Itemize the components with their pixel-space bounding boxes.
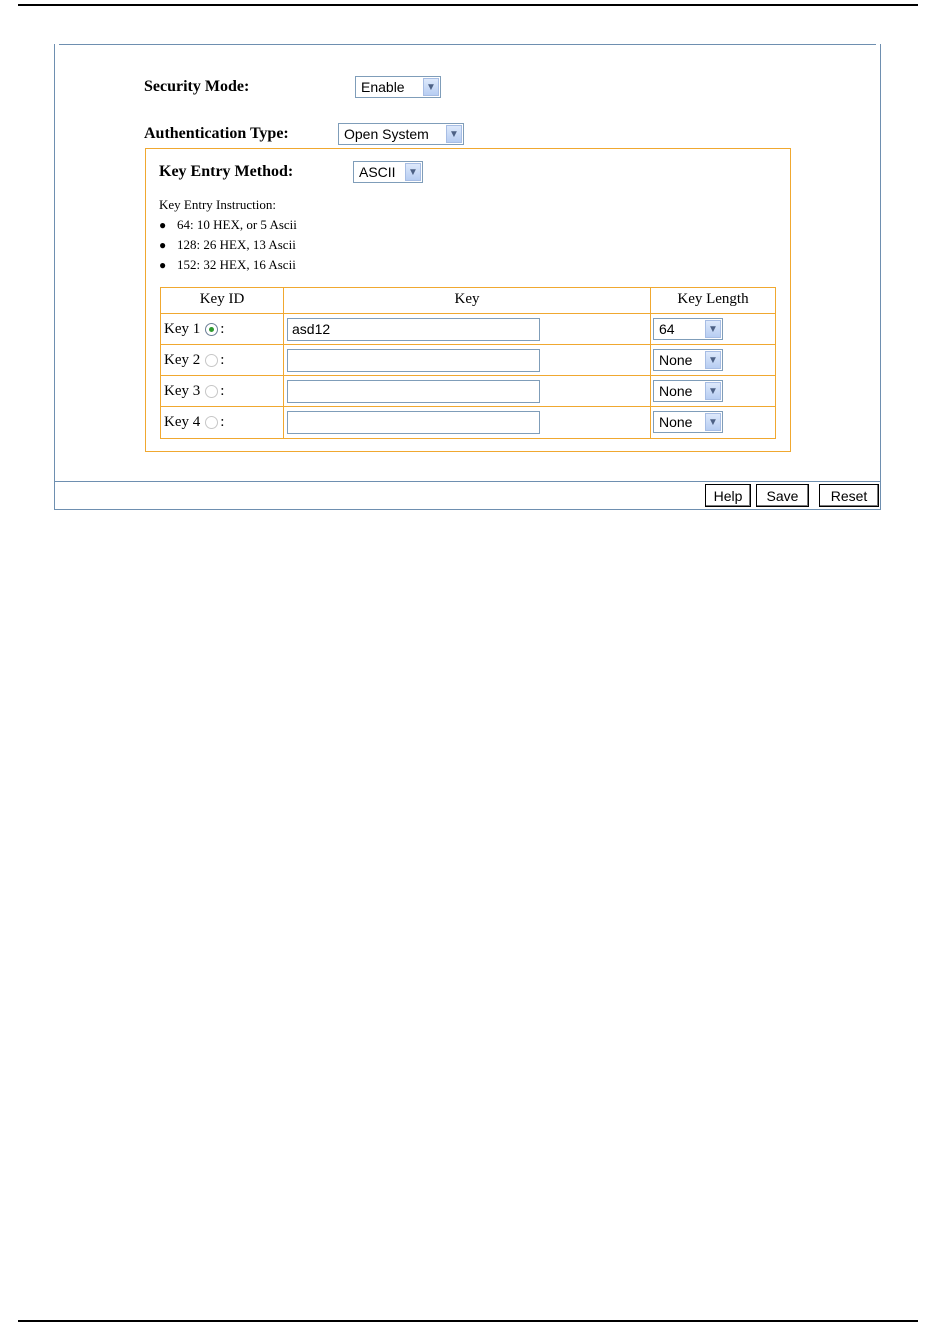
security-mode-select[interactable]: [355, 76, 441, 98]
instruction-text: 128: 26 HEX, 13 Ascii: [177, 237, 296, 252]
help-button[interactable]: Help: [705, 484, 751, 507]
key-id-label: Key 4: [164, 413, 201, 430]
table-row: [164, 316, 224, 342]
key-3-length-value: None: [659, 383, 693, 399]
authentication-type-value: Open System: [344, 126, 429, 142]
key-entry-instruction-title: Key Entry Instruction:: [159, 197, 276, 212]
list-item: [159, 237, 297, 257]
colon: :: [220, 413, 225, 430]
table-row: [164, 347, 224, 373]
bullet-icon: ●: [159, 258, 167, 272]
key-3-length-select[interactable]: [653, 380, 723, 402]
key-1-length-select[interactable]: [653, 318, 723, 340]
list-item: [159, 257, 297, 277]
chevron-down-icon[interactable]: ▼: [705, 351, 721, 369]
key-4-length-value: None: [659, 414, 693, 430]
authentication-type-label: Authentication Type:: [144, 125, 289, 142]
security-mode-value: Enable: [361, 79, 405, 95]
table-row: [164, 378, 224, 404]
key-entry-instruction-list: [159, 217, 297, 277]
key-3-input[interactable]: [287, 380, 540, 403]
key-2-input[interactable]: [287, 349, 540, 372]
instruction-text: 152: 32 HEX, 16 Ascii: [177, 257, 296, 272]
chevron-down-icon[interactable]: ▼: [705, 413, 721, 431]
table-divider: [161, 406, 775, 407]
table-row: [164, 409, 224, 435]
table-divider: [161, 375, 775, 376]
key-entry-method-label: Key Entry Method:: [159, 163, 294, 180]
key-1-length-value: 64: [659, 321, 675, 337]
key-2-radio[interactable]: [205, 354, 218, 367]
key-entry-method-value: ASCII: [359, 164, 396, 180]
bullet-icon: ●: [159, 238, 167, 252]
column-header-key-length: Key Length: [677, 291, 749, 307]
key-2-length-value: None: [659, 352, 693, 368]
key-entry-method-select[interactable]: [353, 161, 423, 183]
security-settings-panel: [54, 44, 881, 510]
page-top-rule: [18, 4, 918, 6]
table-divider: [650, 288, 651, 438]
instruction-text: 64: 10 HEX, or 5 Ascii: [177, 217, 297, 232]
table-divider: [161, 313, 775, 314]
key-id-label: Key 2: [164, 351, 201, 368]
panel-footer-divider: [55, 481, 880, 482]
key-4-length-select[interactable]: [653, 411, 723, 433]
key-1-input[interactable]: asd12: [287, 318, 540, 341]
colon: :: [220, 351, 225, 368]
key-id-label: Key 1: [164, 320, 201, 337]
authentication-type-select[interactable]: [338, 123, 464, 145]
colon: :: [220, 382, 225, 399]
key-1-radio[interactable]: [205, 323, 218, 336]
colon: :: [220, 320, 225, 337]
chevron-down-icon[interactable]: ▼: [705, 320, 721, 338]
save-button[interactable]: Save: [756, 484, 809, 507]
chevron-down-icon[interactable]: ▼: [446, 125, 462, 143]
key-4-radio[interactable]: [205, 416, 218, 429]
column-header-key: Key: [454, 291, 480, 307]
key-table: [160, 287, 776, 439]
panel-top-border: [59, 44, 876, 45]
chevron-down-icon[interactable]: ▼: [705, 382, 721, 400]
table-divider: [283, 288, 284, 438]
key-2-length-select[interactable]: [653, 349, 723, 371]
page-bottom-rule: [18, 1320, 918, 1322]
reset-button[interactable]: Reset: [819, 484, 879, 507]
key-3-radio[interactable]: [205, 385, 218, 398]
list-item: [159, 217, 297, 237]
chevron-down-icon[interactable]: ▼: [405, 163, 421, 181]
key-id-label: Key 3: [164, 382, 201, 399]
chevron-down-icon[interactable]: ▼: [423, 78, 439, 96]
column-header-key-id: Key ID: [199, 291, 245, 307]
key-4-input[interactable]: [287, 411, 540, 434]
bullet-icon: ●: [159, 218, 167, 232]
table-divider: [161, 344, 775, 345]
wep-key-box: [145, 148, 791, 452]
security-mode-label: Security Mode:: [144, 78, 250, 95]
